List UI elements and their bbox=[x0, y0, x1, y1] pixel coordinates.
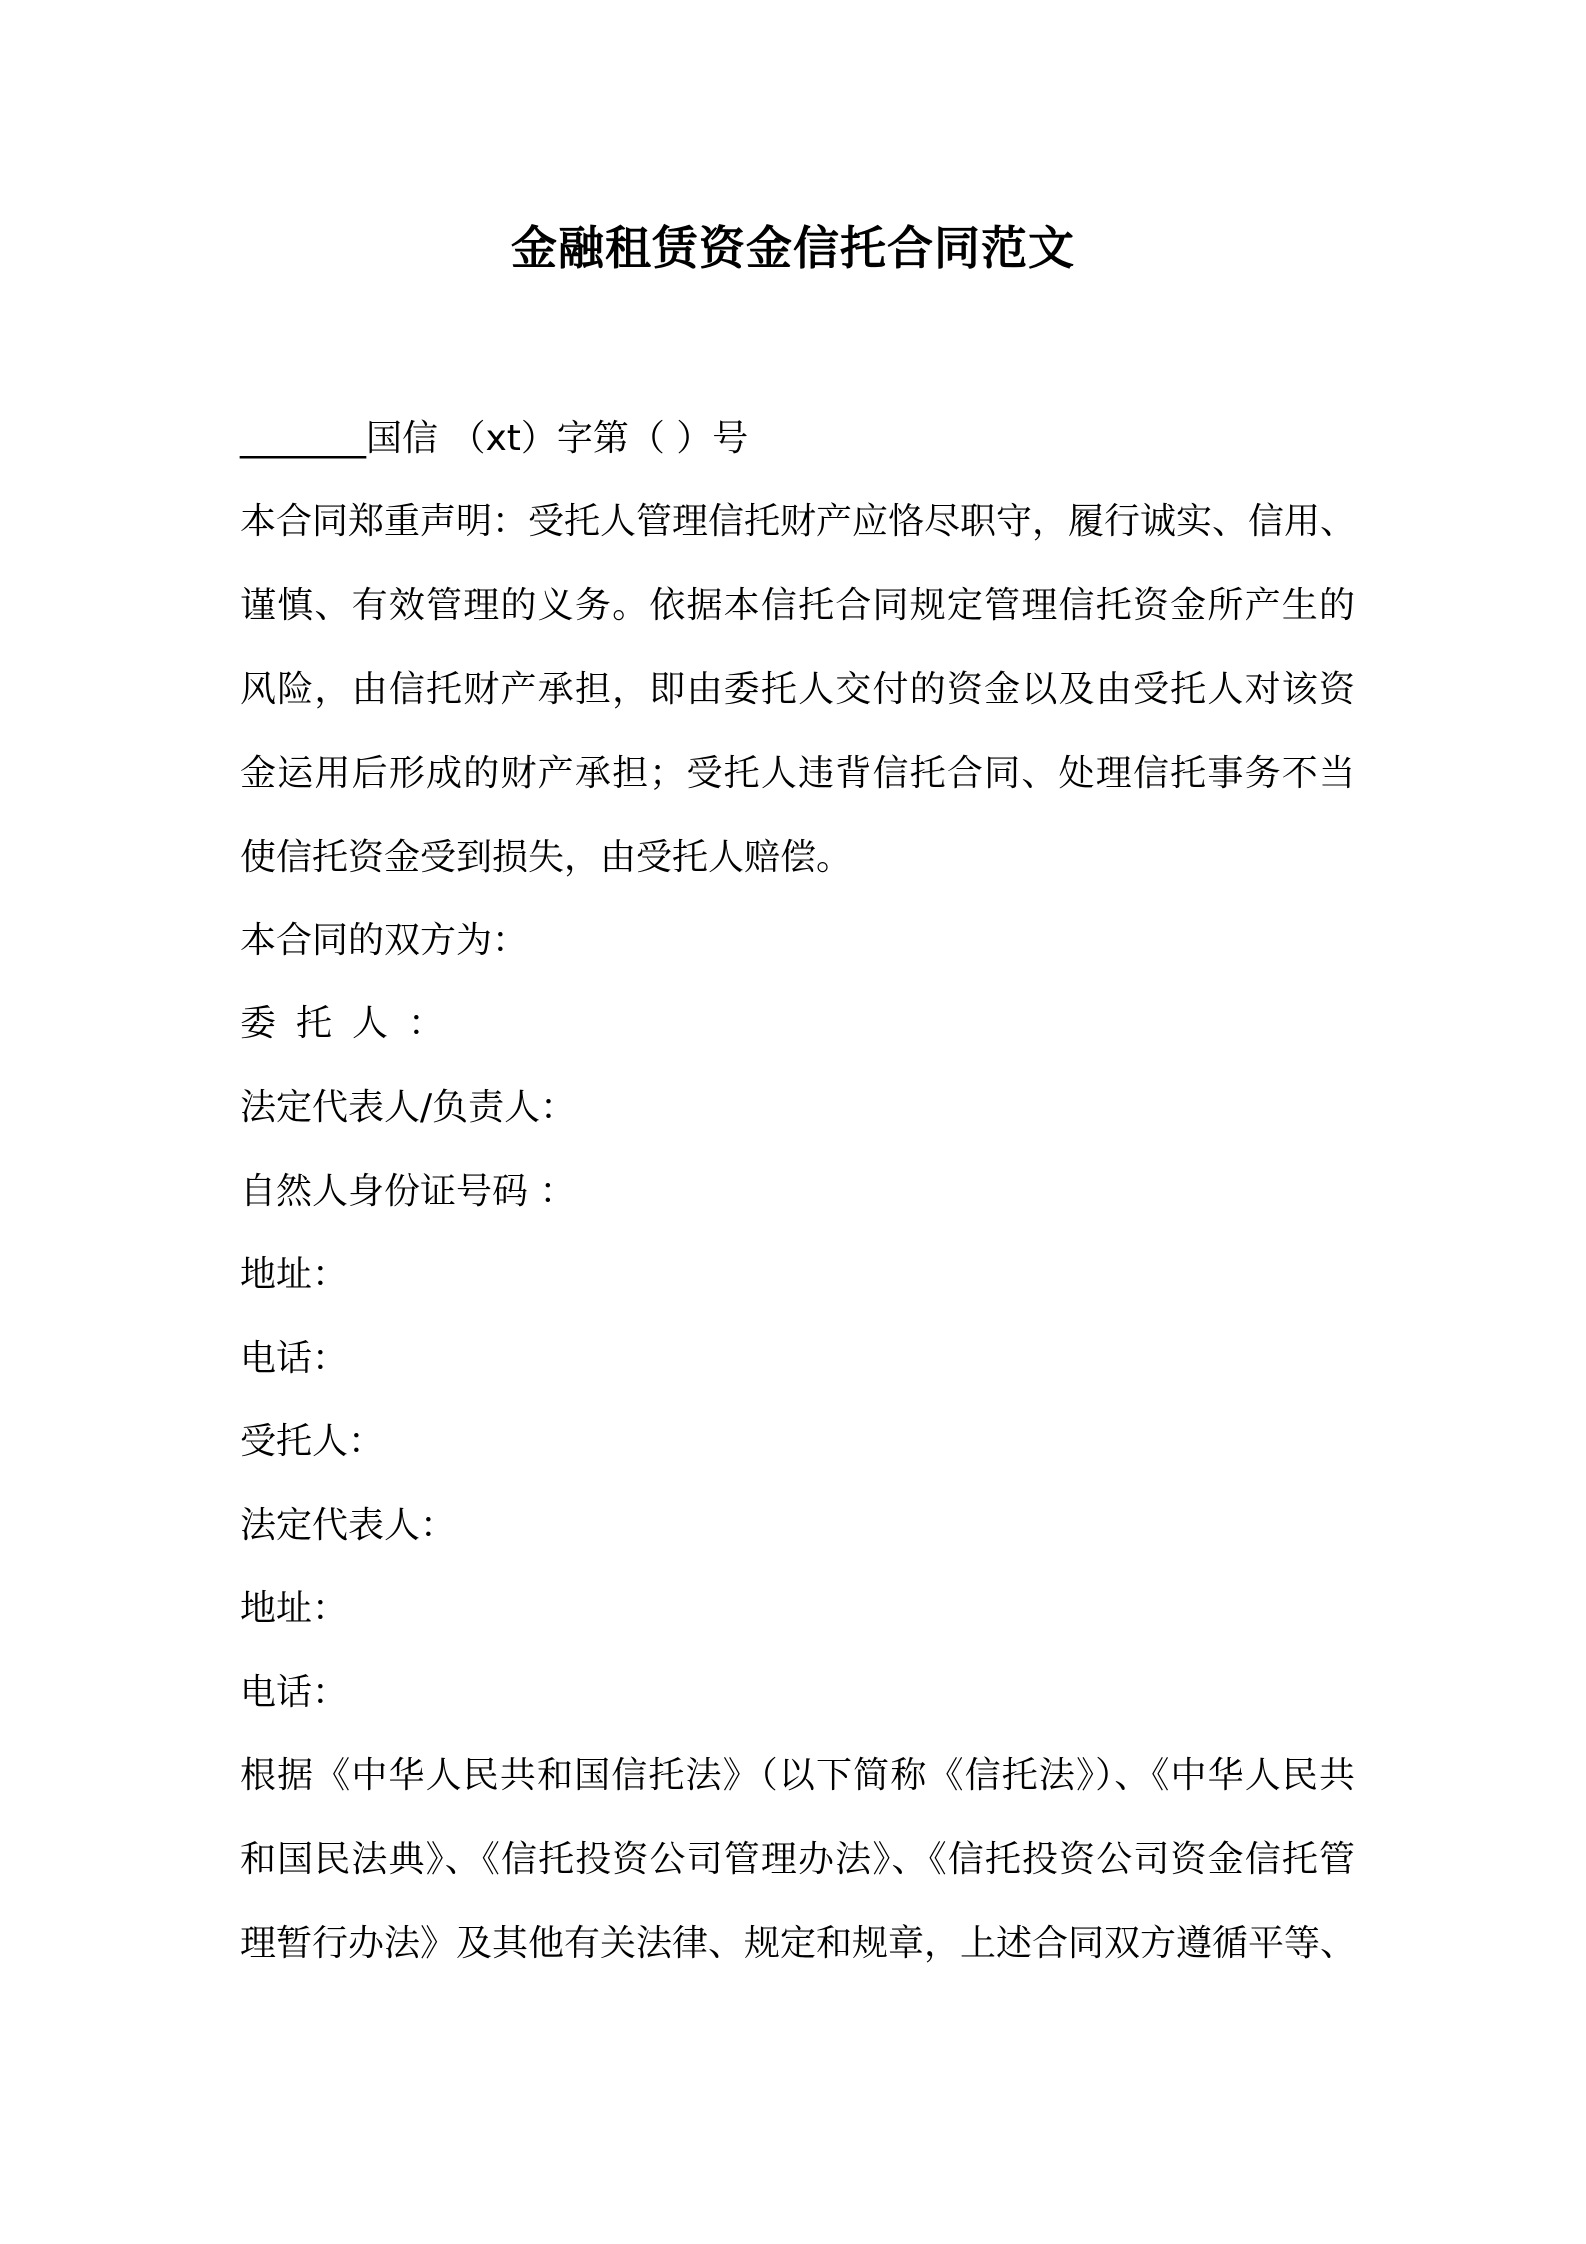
declaration-line: 风险，由信托财产承担，即由委托人交付的资金以及由受托人对该资 bbox=[240, 669, 1355, 710]
trustor-id-number-label: 自然人身份证号码 ： bbox=[240, 1171, 576, 1212]
document-title: 金融租赁资金信托合同范文 bbox=[511, 221, 1075, 275]
basis-line: 理暂行办法》及其他有关法律、规定和规章，上述合同双方遵循平等、 bbox=[240, 1923, 1357, 1964]
trustee-legal-rep-label: 法定代表人： bbox=[240, 1505, 457, 1546]
contract-number: _______国信 （xt）字第（ ）号 bbox=[240, 418, 749, 459]
parties-intro: 本合同的双方为： bbox=[240, 920, 529, 961]
basis-line: 根据《中华人民共和国信托法》（以下简称《信托法》）、《中华人民共 bbox=[240, 1755, 1355, 1796]
trustee-phone-label: 电话： bbox=[240, 1672, 349, 1713]
declaration-line: 本合同郑重声明：受托人管理信托财产应恪尽职守，履行诚实、信用、 bbox=[240, 501, 1357, 542]
declaration-line: 使信托资金受到损失，由受托人赔偿。 bbox=[240, 837, 853, 878]
trustor-phone-label: 电话： bbox=[240, 1338, 349, 1379]
basis-line: 和国民法典》、《信托投资公司管理办法》、《信托投资公司资金信托管 bbox=[240, 1839, 1355, 1880]
trustee-address-label: 地址： bbox=[240, 1588, 349, 1629]
declaration-line: 谨慎、有效管理的义务。依据本信托合同规定管理信托资金所产生的 bbox=[240, 585, 1355, 626]
trustor-legal-rep-label: 法定代表人/负责人： bbox=[240, 1087, 577, 1128]
trustor-label: 委托人： bbox=[240, 1003, 465, 1044]
declaration-line: 金运用后形成的财产承担；受托人违背信托合同、处理信托事务不当 bbox=[240, 753, 1355, 794]
trustee-label: 受托人： bbox=[240, 1421, 385, 1462]
trustor-address-label: 地址： bbox=[240, 1254, 349, 1295]
